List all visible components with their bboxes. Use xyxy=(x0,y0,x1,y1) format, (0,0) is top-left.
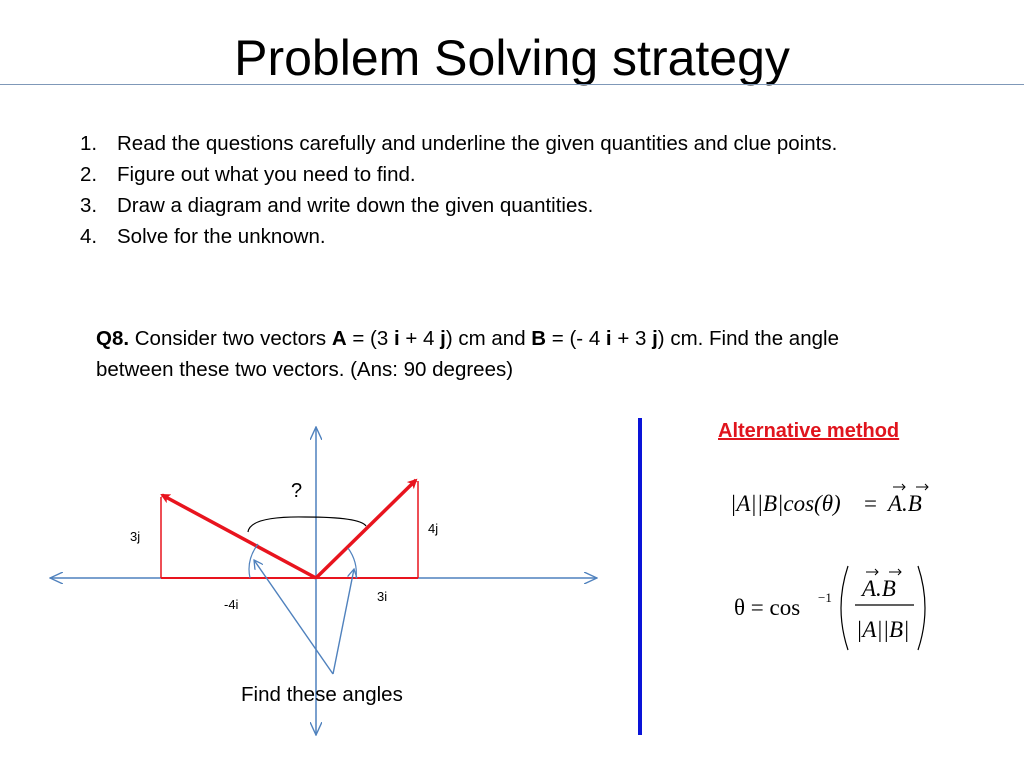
equation-equals: = xyxy=(864,491,877,516)
slide-title: Problem Solving strategy xyxy=(234,30,790,86)
equation-numerator: A.B xyxy=(862,576,896,601)
vector-b-arrow xyxy=(162,495,316,578)
list-text: Draw a diagram and write down the given quantities. xyxy=(117,194,594,217)
unit-i-symbol: i xyxy=(393,327,400,350)
label-3j: 3j xyxy=(130,529,141,544)
find-angles-label: Find these angles xyxy=(241,683,403,706)
equation-denominator: |A||B| xyxy=(856,617,910,642)
label-neg4i: -4i xyxy=(224,597,239,612)
list-number: 1. xyxy=(80,132,98,155)
question-fragment: ) cm. Find the angle between these two vectors. (Ans: 90 degrees) xyxy=(96,327,839,381)
question-label: Q8. xyxy=(96,327,130,350)
right-paren-icon xyxy=(918,566,925,650)
list-number: 3. xyxy=(80,194,98,217)
question-fragment: ) cm and xyxy=(445,327,532,350)
angle-arc-between xyxy=(248,517,366,532)
equation-theta-lhs: θ = cos xyxy=(734,595,801,620)
equation-lhs: |A||B|cos(θ) xyxy=(730,491,841,516)
question-fragment: = (3 xyxy=(346,327,394,350)
unit-i-symbol: i xyxy=(605,327,612,350)
vector-arrow-icon xyxy=(866,569,878,575)
list-text: Figure out what you need to find. xyxy=(117,163,416,186)
equation-dot-product xyxy=(730,484,928,516)
question-fragment: = (- 4 xyxy=(546,327,606,350)
angle-arc-left xyxy=(249,544,258,578)
list-number: 2. xyxy=(80,163,98,186)
equation-exponent: −1 xyxy=(818,590,832,605)
equation-angle xyxy=(734,566,925,650)
vector-arrow-icon xyxy=(889,569,901,575)
vector-b-symbol: B xyxy=(531,327,547,350)
vector-arrow-icon xyxy=(893,484,905,490)
vector-a-arrow xyxy=(316,480,416,578)
alternative-method-heading: Alternative method xyxy=(718,420,900,442)
left-paren-icon xyxy=(841,566,848,650)
label-4j: 4j xyxy=(428,521,439,536)
label-3i: 3i xyxy=(377,589,388,604)
question-fragment: + 4 xyxy=(399,327,441,350)
angle-arc-right xyxy=(348,548,356,578)
unknown-angle-label: ? xyxy=(291,480,303,502)
pointer-arrow-right xyxy=(333,569,354,674)
list-text: Solve for the unknown. xyxy=(117,225,326,248)
vector-arrow-icon xyxy=(916,484,928,490)
vector-a-symbol: A xyxy=(331,327,347,350)
unit-j-symbol: j xyxy=(652,327,658,350)
unit-j-symbol: j xyxy=(440,327,446,350)
question-fragment: + 3 xyxy=(611,327,653,350)
list-text: Read the questions carefully and underline the given quantities and clue points. xyxy=(117,132,838,155)
equation-rhs: A.B xyxy=(888,491,922,516)
list-number: 4. xyxy=(80,225,98,248)
question-fragment: Consider two vectors xyxy=(129,327,332,350)
